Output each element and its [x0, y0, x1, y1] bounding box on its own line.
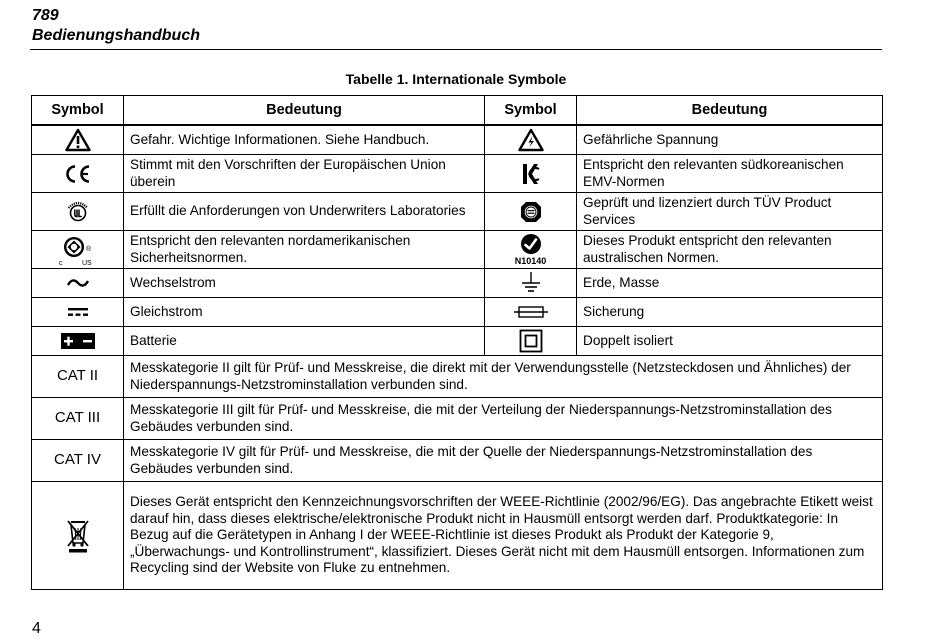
column-header-meaning: Bedeutung [124, 96, 485, 126]
csa-us-label: US [81, 259, 92, 266]
column-header-symbol: Symbol [485, 96, 577, 126]
meaning-cell: Gleichstrom [124, 298, 485, 327]
meaning-cell: Entspricht den relevanten südkoreanischen EMV-Normen [577, 155, 883, 193]
symbol-cell [32, 269, 124, 298]
meaning-cell: Sicherung [577, 298, 883, 327]
symbol-cell [32, 298, 124, 327]
symbol-cell [32, 327, 124, 356]
symbol-cell [485, 327, 577, 356]
running-header [32, 6, 200, 46]
meaning-cell: Batterie [124, 327, 485, 356]
tuv-mark-icon [519, 200, 543, 224]
symbol-cell [32, 125, 124, 155]
table-row [32, 193, 883, 231]
table-row [32, 269, 883, 298]
double-insulated-icon [519, 329, 543, 353]
table-row [32, 440, 883, 482]
meaning-cell: Entspricht den relevanten nordamerikanischen Sicherheitsnormen. [124, 231, 485, 269]
meaning-cell: Messkategorie II gilt für Prüf- und Messkreise, die direkt mit der Verwendungsstelle (Netzsteckdosen und Ähnliches) der Niederspannungs-Netzstrominstallation verbunden sind. [124, 356, 883, 398]
c-tick-icon [520, 233, 542, 255]
meaning-cell: Stimmt mit den Vorschriften der Europäischen Union überein [124, 155, 485, 193]
table-row [32, 125, 883, 155]
column-header-meaning: Bedeutung [577, 96, 883, 126]
meaning-cell: Gefährliche Spannung [577, 125, 883, 155]
c-tick-code: N10140 [514, 256, 547, 266]
kc-mark-icon [521, 162, 541, 186]
hazardous-voltage-icon [518, 128, 544, 152]
weee-bin-icon [65, 518, 91, 554]
table-header-row [32, 96, 883, 126]
meaning-cell: Messkategorie III gilt für Prüf- und Messkreise, die mit der Verteilung der Niederspannungs-Netzstrominstallation des Gebäudes verbunden sind. [124, 398, 883, 440]
meaning-cell: Doppelt isoliert [577, 327, 883, 356]
table-row [32, 231, 883, 269]
csa-c-label: c [58, 259, 62, 266]
csa-mark-icon [58, 234, 98, 266]
symbols-table [31, 95, 883, 590]
ground-icon [520, 271, 542, 295]
model-number: 789 [32, 7, 59, 24]
symbol-cell [32, 231, 124, 269]
meaning-cell: Messkategorie IV gilt für Prüf- und Messkreise, die mit der Quelle der Niederspannungs-Netzstrominstallation des Gebäudes verbunden sind. [124, 440, 883, 482]
table-row [32, 356, 883, 398]
warning-triangle-icon [65, 128, 91, 152]
symbol-cell [485, 231, 577, 269]
symbol-cell [485, 269, 577, 298]
table-row [32, 298, 883, 327]
dc-icon [66, 306, 90, 318]
symbol-cell [485, 125, 577, 155]
meaning-cell: Erfüllt die Anforderungen von Underwriters Laboratories [124, 193, 485, 231]
table-caption: Tabelle 1. Internationale Symbole [345, 71, 567, 87]
csa-registered-label: ® [85, 245, 91, 253]
ul-classified-icon [65, 199, 91, 225]
meaning-cell: Erde, Masse [577, 269, 883, 298]
fuse-icon [513, 305, 549, 319]
ce-mark-icon [63, 164, 93, 184]
column-header-symbol: Symbol [32, 96, 124, 126]
ac-wave-icon [66, 276, 90, 290]
page-number: 4 [32, 620, 41, 637]
meaning-cell: Dieses Gerät entspricht den Kennzeichnungsvorschriften der WEEE-Richtlinie (2002/96/EG). Das angebrachte Etikett weist darauf hin, dass dieses elektrische/elektronische Produkt nicht in Hausmüll entsorgt werden darf. Produktkategorie: In Bezug auf die Gerätetypen in Anhang I der WEEE-Richtlinie ist dieses Produkt als Produkt der Kategorie 9, „Überwachungs- und Kontrollinstrument“, klassifiziert. Dieses Gerät nicht mit dem Hausmüll entsorgen. Informationen zum Recycling sind der Website von Fluke zu entnehmen. [124, 482, 883, 590]
cat-iv-label: CAT IV [32, 440, 124, 482]
meaning-cell: Geprüft und lizenziert durch TÜV Product Services [577, 193, 883, 231]
cat-ii-label: CAT II [32, 356, 124, 398]
symbol-cell [485, 298, 577, 327]
battery-icon [60, 332, 96, 350]
symbol-cell [485, 193, 577, 231]
table-row [32, 327, 883, 356]
cat-iii-label: CAT III [32, 398, 124, 440]
header-rule [30, 49, 882, 50]
symbol-cell [32, 155, 124, 193]
table-row [32, 398, 883, 440]
table-row [32, 155, 883, 193]
manual-title: Bedienungshandbuch [32, 27, 200, 44]
symbol-cell [485, 155, 577, 193]
meaning-cell: Wechselstrom [124, 269, 485, 298]
meaning-cell: Dieses Produkt entspricht den relevanten australischen Normen. [577, 231, 883, 269]
symbol-cell [32, 193, 124, 231]
symbol-cell [32, 482, 124, 590]
table-row [32, 482, 883, 590]
meaning-cell: Gefahr. Wichtige Informationen. Siehe Handbuch. [124, 125, 485, 155]
